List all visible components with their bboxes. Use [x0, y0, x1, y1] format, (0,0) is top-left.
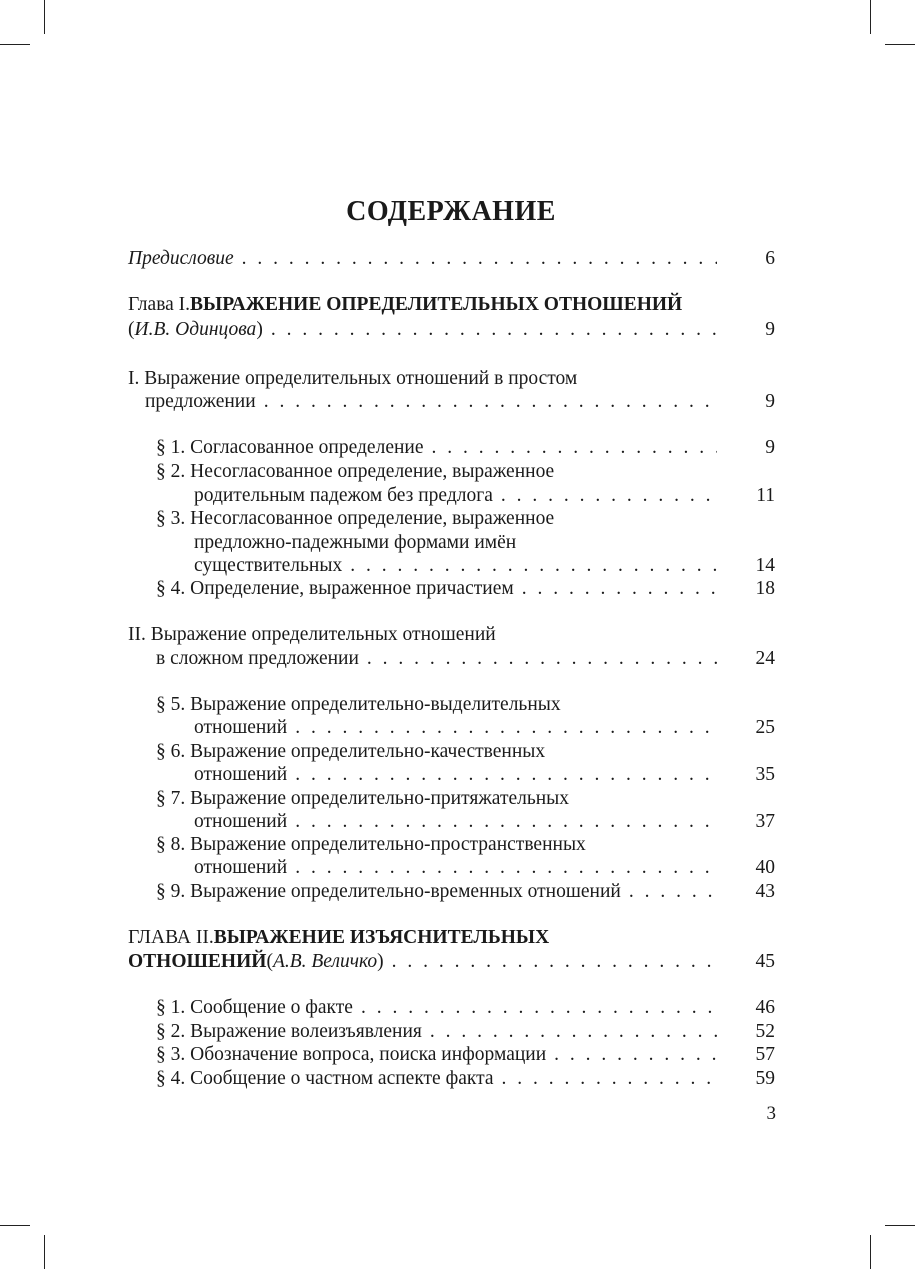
chapter-prefix: ГЛАВА II.	[128, 927, 214, 948]
chapter-prefix: Глава I.	[128, 294, 191, 315]
toc-entry-label: Предисловие	[128, 248, 234, 269]
toc-chapter-2-heading[interactable]	[128, 926, 775, 950]
toc-page-number: 6	[765, 248, 775, 269]
crop-mark	[0, 1225, 30, 1226]
toc-section-3-cont[interactable]: существительных . . . 14	[194, 554, 775, 578]
toc-page-number: 24	[755, 648, 775, 669]
crop-mark	[885, 1225, 915, 1226]
toc-chapter-2-section-2[interactable]: § 2. Выражение волеизъявления . . . 52	[156, 1020, 775, 1044]
toc-page-number: 52	[755, 1021, 775, 1042]
toc-chapter-2-section-4[interactable]: § 4. Сообщение о частном аспекте факта . . . 59	[156, 1067, 775, 1091]
toc-page-number: 11	[756, 485, 775, 506]
toc-section-6-cont[interactable]: отношений . . . 35	[194, 763, 775, 787]
toc-part-2-cont[interactable]: в сложном предложении . . . 24	[156, 647, 775, 671]
toc-section-7[interactable]: § 7. Выражение определительно-притяжательных	[156, 788, 570, 809]
toc-page-number: 9	[765, 437, 775, 458]
toc-part-2[interactable]: II. Выражение определительных отношений	[128, 624, 496, 645]
toc-section-5[interactable]: § 5. Выражение определительно-выделительных	[156, 694, 561, 715]
toc-section-2-cont[interactable]: родительным падежом без предлога . . . 11	[194, 484, 775, 508]
toc-entry-preface[interactable]	[128, 247, 775, 271]
toc-page-number: 9	[765, 319, 775, 340]
toc-page-number: 14	[755, 555, 775, 576]
toc-section-4[interactable]: § 4. Определение, выраженное причастием . . . 18	[156, 577, 775, 601]
toc-page-number: 46	[755, 997, 775, 1018]
chapter-author: И.В. Одинцова	[134, 319, 257, 340]
chapter-author: А.В. Величко	[272, 951, 378, 972]
toc-section-6[interactable]: § 6. Выражение определительно-качественных	[156, 741, 546, 762]
toc-chapter-1-author[interactable]: ( И.В. Одинцова ) . . . 9	[128, 318, 775, 342]
toc-chapter-2-section-1[interactable]: § 1. Сообщение о факте . . . 46	[156, 996, 775, 1020]
toc-chapter-2-author[interactable]: ОТНОШЕНИЙ ( А.В. Величко ) . . . 45	[128, 950, 775, 974]
toc-section-8-cont[interactable]: отношений . . . 40	[194, 856, 775, 880]
crop-mark	[870, 0, 871, 34]
toc-section-1[interactable]: § 1. Согласованное определение . . . 9	[156, 436, 775, 460]
crop-mark	[44, 0, 45, 34]
toc-section-3[interactable]: § 3. Несогласованное определение, выраженное	[156, 508, 555, 529]
toc-part-1-cont[interactable]: предложении . . . 9	[145, 390, 775, 414]
toc-section-7-cont[interactable]: отношений . . . 37	[194, 810, 775, 834]
toc-part-1[interactable]: I. Выражение определительных отношений в простом	[128, 368, 578, 389]
toc-page-number: 9	[765, 391, 775, 412]
toc-page-number: 18	[755, 578, 775, 599]
chapter-title: ВЫРАЖЕНИЕ ИЗЪЯСНИТЕЛЬНЫХ	[213, 927, 550, 948]
crop-mark	[870, 1235, 871, 1269]
crop-mark	[44, 1235, 45, 1269]
page-number: 3	[766, 1103, 776, 1124]
toc-section-3-cont[interactable]: предложно-падежными формами имён	[194, 532, 517, 553]
crop-mark	[0, 44, 30, 45]
toc-section-5-cont[interactable]: отношений . . . 25	[194, 716, 775, 740]
crop-mark	[885, 44, 915, 45]
toc-page-number: 25	[755, 717, 775, 738]
toc-page-number: 43	[755, 881, 775, 902]
toc-page-number: 35	[755, 764, 775, 785]
chapter-title: ОТНОШЕНИЙ	[128, 951, 267, 972]
toc-chapter-1-heading[interactable]	[128, 293, 775, 317]
toc-section-2[interactable]: § 2. Несогласованное определение, выраженное	[156, 461, 555, 482]
toc-page-number: 40	[755, 857, 775, 878]
page-title: СОДЕРЖАНИЕ	[346, 196, 556, 227]
toc-page-number: 37	[755, 811, 775, 832]
toc-section-9[interactable]: § 9. Выражение определительно-временных отношений . . . 43	[156, 880, 775, 904]
toc-section-8[interactable]: § 8. Выражение определительно-пространственных	[156, 834, 586, 855]
toc-page-number: 45	[755, 951, 775, 972]
chapter-title: ВЫРАЖЕНИЕ ОПРЕДЕЛИТЕЛЬНЫХ ОТНОШЕНИЙ	[190, 294, 683, 315]
toc-page-number: 59	[755, 1068, 775, 1089]
toc-page-number: 57	[755, 1044, 775, 1065]
toc-chapter-2-section-3[interactable]: § 3. Обозначение вопроса, поиска информации . . . 57	[156, 1043, 775, 1067]
